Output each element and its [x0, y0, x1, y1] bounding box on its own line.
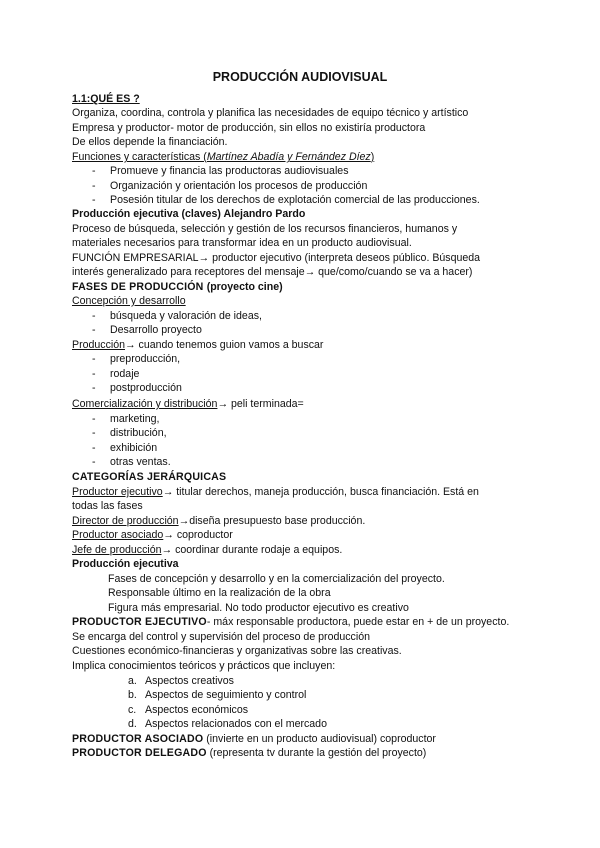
- dash-bullet: -: [92, 194, 96, 206]
- text-line: [72, 397, 304, 411]
- text-line: [72, 499, 143, 513]
- text-line: [72, 514, 365, 528]
- text-line: [72, 121, 425, 135]
- text-segment: (representa tv durante la gestión del proyecto): [206, 747, 427, 759]
- list-letter: a.: [128, 675, 137, 687]
- text-line: [72, 265, 472, 279]
- text-segment: Organización y orientación los procesos de producción: [110, 180, 368, 192]
- list-item-text: [145, 717, 327, 731]
- dash-bullet: -: [92, 165, 96, 177]
- text-line: [72, 528, 233, 542]
- text-line: [108, 586, 331, 600]
- text-segment: → coproductor: [163, 529, 233, 541]
- bold-text: CATEGORÍAS JERÁRQUICAS: [72, 471, 227, 483]
- text-line: [108, 601, 409, 615]
- text-segment: → titular derechos, maneja producción, busca financiación. Está en: [162, 486, 479, 498]
- text-segment: Promueve y financia las productoras audiovisuales: [110, 165, 349, 177]
- text-line: [72, 251, 480, 265]
- text-segment: Aspectos creativos: [145, 675, 234, 687]
- text-line: [72, 338, 323, 352]
- dash-bullet: -: [92, 324, 96, 336]
- dash-bullet: -: [92, 310, 96, 322]
- text-segment: distribución,: [110, 427, 167, 439]
- bold-text: FASES DE PRODUCCIÓN: [72, 281, 207, 293]
- text-line: [72, 207, 305, 221]
- bold-text: PRODUCTOR ASOCIADO: [72, 733, 204, 745]
- list-item-text: [110, 412, 159, 426]
- text-segment: exhibición: [110, 442, 158, 454]
- list-item-text: [110, 426, 167, 440]
- list-item-text: [145, 674, 234, 688]
- text-segment: De ellos depende la financiación.: [72, 136, 228, 148]
- list-item-text: [110, 179, 367, 193]
- text-line: [72, 222, 457, 236]
- dash-bullet: -: [92, 180, 96, 192]
- bold-text: Producción ejecutiva (claves) Alejandro Pardo: [72, 208, 306, 220]
- text-line: [72, 150, 374, 164]
- text-line: [72, 644, 402, 658]
- text-line: [108, 572, 445, 586]
- text-line: [72, 732, 436, 746]
- text-segment: Proceso de búsqueda, selección y gestión de los recursos financieros, humanos y: [72, 223, 458, 235]
- list-item-text: [110, 367, 139, 381]
- text-line: [72, 543, 342, 557]
- text-line: [72, 135, 227, 149]
- underlined-text: Productor asociado: [72, 529, 164, 541]
- text-line: [72, 92, 140, 106]
- text-segment: preproducción,: [110, 353, 181, 365]
- text-segment: Desarrollo proyecto: [110, 324, 202, 336]
- text-line: [72, 236, 412, 250]
- text-segment: Aspectos de seguimiento y control: [145, 689, 307, 701]
- text-segment: → coordinar durante rodaje a equipos.: [161, 544, 343, 556]
- text-segment: Empresa y productor- motor de producción, sin ellos no existiría productora: [72, 122, 426, 134]
- text-segment: →diseña presupuesto base producción.: [178, 515, 366, 527]
- list-item-text: [145, 688, 306, 702]
- underlined-text: ): [370, 151, 375, 163]
- text-segment: (invierte en un producto audiovisual) coproductor: [203, 733, 436, 745]
- bold-text: PRODUCTOR DELEGADO: [72, 747, 207, 759]
- text-line: [72, 280, 283, 294]
- bold-text: 1.1:QUÉ ES ?: [72, 93, 140, 105]
- text-segment: Aspectos económicos: [145, 704, 249, 716]
- text-line: [72, 659, 335, 673]
- list-letter: d.: [128, 718, 137, 730]
- list-item-text: [110, 455, 171, 469]
- underlined-text: Comercialización y distribución: [72, 398, 218, 410]
- text-segment: rodaje: [110, 368, 140, 380]
- text-segment: Se encarga del control y supervisión del proceso de producción: [72, 631, 370, 643]
- text-segment: Fases de concepción y desarrollo y en la comercialización del proyecto.: [108, 573, 445, 585]
- text-line: [72, 630, 370, 644]
- underlined-text: Producción: [72, 339, 125, 351]
- list-letter: c.: [128, 704, 137, 716]
- list-item-text: [110, 441, 157, 455]
- dash-bullet: -: [92, 368, 96, 380]
- text-segment: - máx responsable productora, puede estar en + de un proyecto.: [206, 616, 510, 628]
- text-segment: Implica conocimientos teóricos y prácticos que incluyen:: [72, 660, 336, 672]
- text-line: [72, 615, 509, 629]
- text-segment: Responsable último en la realización de la obra: [108, 587, 331, 599]
- dash-bullet: -: [92, 427, 96, 439]
- text-segment: interés generalizado para receptores del mensaje→ que/como/cuando se va a hacer): [72, 266, 473, 278]
- bold-text: (proyecto cine): [206, 281, 283, 293]
- underlined-text: Martínez Abadía y Fernández Díez: [206, 151, 371, 163]
- text-line: [72, 294, 186, 308]
- text-segment: Figura más empresarial. No todo productor ejecutivo es creativo: [108, 602, 409, 614]
- text-segment: todas las fases: [72, 500, 143, 512]
- text-line: [72, 470, 226, 484]
- list-item-text: [110, 193, 480, 207]
- text-segment: → peli terminada=: [217, 398, 304, 410]
- text-segment: otras ventas.: [110, 456, 171, 468]
- underlined-text: Concepción y desarrollo: [72, 295, 186, 307]
- list-item-text: [110, 164, 349, 178]
- dash-bullet: -: [92, 353, 96, 365]
- text-segment: materiales necesarios para transformar idea en un producto audiovisual.: [72, 237, 412, 249]
- underlined-text: Jefe de producción: [72, 544, 162, 556]
- text-segment: Organiza, coordina, controla y planifica las necesidades de equipo técnico y artístico: [72, 107, 469, 119]
- underlined-text: Funciones y características (: [72, 151, 207, 163]
- bold-text: Producción ejecutiva: [72, 558, 179, 570]
- text-segment: Cuestiones económico-financieras y organizativas sobre las creativas.: [72, 645, 402, 657]
- text-segment: Aspectos relacionados con el mercado: [145, 718, 327, 730]
- list-item-text: [145, 703, 248, 717]
- dash-bullet: -: [92, 382, 96, 394]
- page-title: PRODUCCIÓN AUDIOVISUAL: [212, 70, 388, 84]
- underlined-text: Director de producción: [72, 515, 179, 527]
- text-segment: marketing,: [110, 413, 160, 425]
- list-item-text: [110, 381, 182, 395]
- dash-bullet: -: [92, 442, 96, 454]
- list-item-text: [110, 309, 262, 323]
- text-line: [72, 106, 468, 120]
- text-line: [72, 485, 479, 499]
- bold-text: PRODUCTOR EJECUTIVO: [72, 616, 207, 628]
- list-item-text: [110, 323, 202, 337]
- underlined-text: Productor ejecutivo: [72, 486, 163, 498]
- text-segment: Posesión titular de los derechos de explotación comercial de las producciones.: [110, 194, 480, 206]
- list-item-text: [110, 352, 180, 366]
- text-line: [72, 746, 426, 760]
- text-segment: postproducción: [110, 382, 182, 394]
- list-letter: b.: [128, 689, 137, 701]
- text-segment: búsqueda y valoración de ideas,: [110, 310, 262, 322]
- text-line: [72, 557, 179, 571]
- text-segment: → cuando tenemos guion vamos a buscar: [125, 339, 324, 351]
- text-segment: FUNCIÓN EMPRESARIAL→ productor ejecutivo (interpreta deseos público. Búsqueda: [72, 252, 481, 264]
- dash-bullet: -: [92, 413, 96, 425]
- dash-bullet: -: [92, 456, 96, 468]
